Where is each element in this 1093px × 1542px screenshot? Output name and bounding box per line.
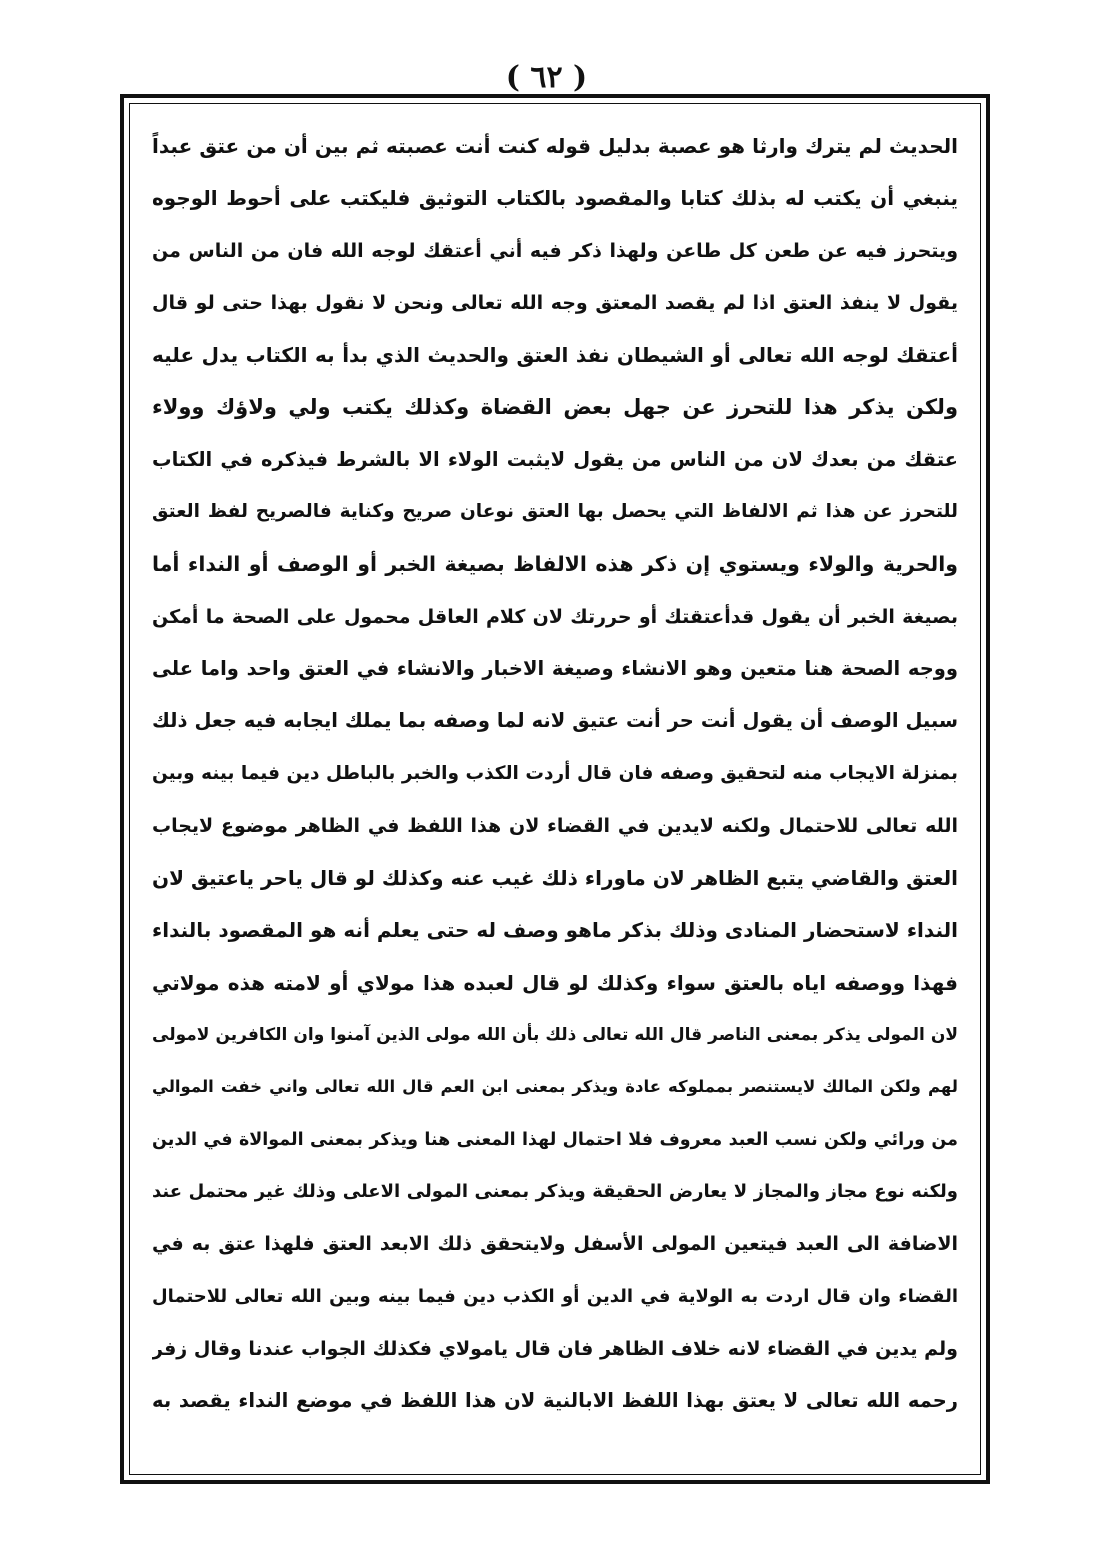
text-line: والحرية والولاء ويستوي إن ذكر هذه الالفاظ بصيغة الخبر أو الوصف أو النداء أما [152,552,958,577]
text-line: للتحرز عن هذا ثم الالفاظ التي يحصل بها العتق نوعان صريح وكناية فالصريح لفظ العتق [152,501,958,523]
text-line: ولم يدين في القضاء لانه خلاف الظاهر فان قال يامولاي فكذلك الجواب عندنا وقال زفر [152,1337,958,1360]
text-line: الاضافة الى العبد فيتعين المولى الأسفل ولايتحقق ذلك الابعد العتق فلهذا عتق به في [152,1233,958,1256]
text-line: الله تعالى للاحتمال ولكنه لايدين في القضاء لان هذا اللفظ في الظاهر موضوع لايجاب [152,814,958,837]
page-border [120,94,990,1484]
text-line: ولكن يذكر هذا للتحرز عن جهل بعض القضاة وكذلك يكتب ولي ولاؤك وولاء [152,395,958,420]
text-line: فهذا ووصفه اياه بالعتق سواء وكذلك لو قال لعبده هذا مولاي أو لامته هذه مولاتي [152,970,958,995]
text-line: يقول لا ينفذ العتق اذا لم يقصد المعتق وجه الله تعالى ونحن لا نقول بهذا حتى لو قال [152,291,958,314]
text-line: سبيل الوصف أن يقول أنت حر أنت عتيق لانه لما وصفه بما يملك ايجابه فيه جعل ذلك [152,709,958,733]
text-line: الحديث لم يترك وارثا هو عصبة بدليل قوله كنت أنت عصبته ثم بين أن من عتق عبداً [152,134,958,158]
text-line: رحمه الله تعالى لا يعتق بهذا اللفظ الابالنية لان هذا اللفظ في موضع النداء يقصد به [152,1389,958,1413]
text-line: النداء لاستحضار المنادى وذلك بذكر ماهو وصف له حتى يعلم أنه هو المقصود بالنداء [152,918,958,943]
text-body [152,120,958,1427]
text-line: ولكنه نوع مجاز والمجاز لا يعارض الحقيقة ويذكر بمعنى المولى الاعلى وذلك غير محتمل عند [152,1180,958,1202]
text-line: عتقك من بعدك لان من الناس من يقول لايثبت الولاء الا بالشرط فيذكره في الكتاب [152,447,958,471]
text-line: ووجه الصحة هنا متعين وهو الانشاء وصيغة الاخبار والانشاء في العتق واحد واما على [152,656,958,680]
text-line: لهم ولكن المالك لايستنصر بمملوكه عادة ويذكر بمعنى ابن العم قال الله تعالى واني خفت الموالي [152,1077,958,1097]
text-line: ينبغي أن يكتب له بذلك كتابا والمقصود بالكتاب التوثيق فليكتب على أحوط الوجوه [152,186,958,211]
text-line: أعتقك لوجه الله تعالى أو الشيطان نفذ العتق والحديث الذي بدأ به الكتاب يدل عليه [152,343,958,368]
text-line: من ورائي ولكن نسب العبد معروف فلا احتمال لهذا المعنى هنا ويذكر بمعنى الموالاة في الدين [152,1129,958,1150]
text-line: بصيغة الخبر أن يقول قدأعتقتك أو حررتك لان كلام العاقل محمول على الصحة ما أمكن [152,605,958,628]
text-line: بمنزلة الايجاب منه لتحقيق وصفه فان قال أردت الكذب والخبر بالباطل دين فيما بينه وبين [152,762,958,784]
text-line: لان المولى يذكر بمعنى الناصر قال الله تعالى ذلك بأن الله مولى الذين آمنوا وان الكافرين لامولى [152,1025,958,1046]
text-line: ويتحرز فيه عن طعن كل طاعن ولهذا ذكر فيه أني أعتقك لوجه الله فان من الناس من [152,239,958,262]
text-line: القضاء وان قال اردت به الولاية في الدين أو الكذب دين فيما بينه وبين الله تعالى للاحتمال [152,1285,958,1307]
text-line: العتق والقاضي يتبع الظاهر لان ماوراء ذلك غيب عنه وكذلك لو قال ياحر ياعتيق لان [152,866,958,891]
page-number: ( ٦٢ ) [505,60,588,95]
page-inner-border [129,103,981,1475]
